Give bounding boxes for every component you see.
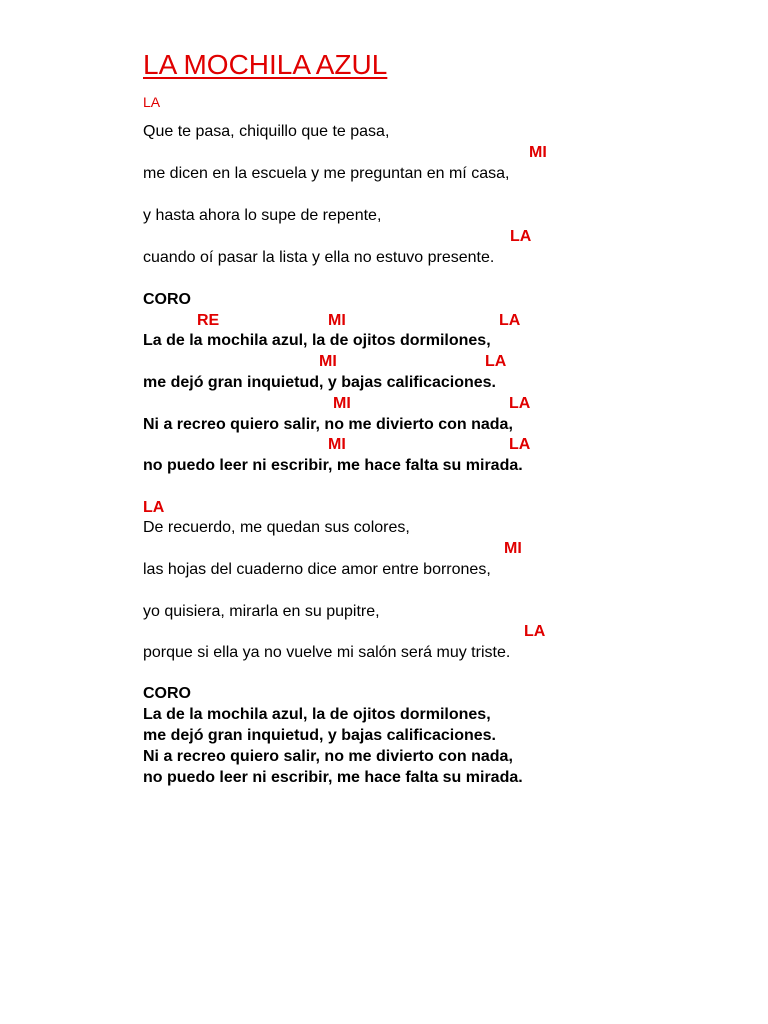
lyric-line-verse1-2: me dicen en la escuela y me preguntan en mí casa, [143,165,510,182]
chord-chorus1-4b: LA [509,436,531,453]
lyric-line-verse1-1: Que te pasa, chiquillo que te pasa, [143,123,390,140]
chord-chorus1-1a: RE [197,312,220,329]
chord-chorus1-2b: LA [485,353,507,370]
chord-verse2-2: MI [504,540,522,557]
lyric-line-chorus2-3: Ni a recreo quiero salir, no me divierto con nada, [143,748,513,765]
song-title: LA MOCHILA AZUL [143,49,388,80]
lyric-line-verse2-4: porque si ella ya no vuelve mi salón será muy triste. [143,644,511,661]
chord-verse1-4: LA [510,228,532,245]
chord-chorus1-1c: LA [499,312,521,329]
chord-chorus1-2a: MI [319,353,337,370]
chord-verse1-2: MI [529,144,547,161]
chorus-label-1: CORO [143,291,191,308]
chord-verse2-1: LA [143,499,165,516]
lyric-line-chorus1-3: Ni a recreo quiero salir, no me divierto con nada, [143,416,513,433]
lyric-line-verse2-2: las hojas del cuaderno dice amor entre borrones, [143,561,491,578]
chord-chorus1-3b: LA [509,395,531,412]
lyric-line-chorus1-1: La de la mochila azul, la de ojitos dormilones, [143,332,491,349]
chord-chorus1-3a: MI [333,395,351,412]
chord-chorus1-4a: MI [328,436,346,453]
lyric-line-verse2-3: yo quisiera, mirarla en su pupitre, [143,603,380,620]
lyric-line-chorus2-4: no puedo leer ni escribir, me hace falta su mirada. [143,769,523,786]
chord-chorus1-1b: MI [328,312,346,329]
lyric-line-verse1-4: cuando oí pasar la lista y ella no estuvo presente. [143,249,495,266]
lyric-line-chorus1-2: me dejó gran inquietud, y bajas calificaciones. [143,374,496,391]
chord-verse2-4: LA [524,623,546,640]
lyric-line-verse1-3: y hasta ahora lo supe de repente, [143,207,382,224]
lyric-line-verse2-1: De recuerdo, me quedan sus colores, [143,519,410,536]
lyric-line-chorus2-1: La de la mochila azul, la de ojitos dormilones, [143,706,491,723]
lyric-line-chorus2-2: me dejó gran inquietud, y bajas calificaciones. [143,727,496,744]
chorus-label-2: CORO [143,685,191,702]
lyric-line-chorus1-4: no puedo leer ni escribir, me hace falta su mirada. [143,457,523,474]
chord-verse1-1: LA [143,94,161,110]
